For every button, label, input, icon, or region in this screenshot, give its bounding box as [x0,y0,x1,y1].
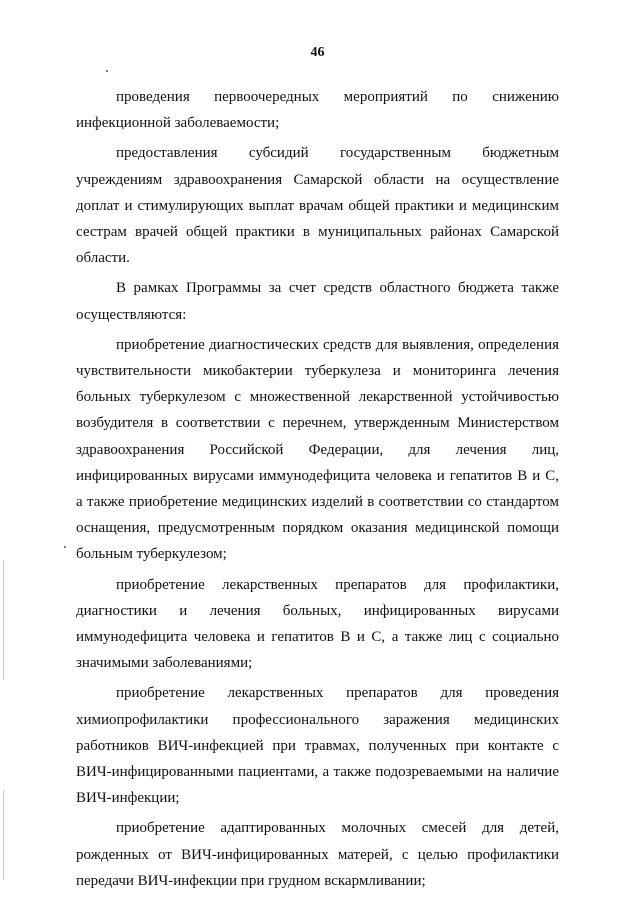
body-text [76,84,559,898]
scan-edge-mark [3,560,4,680]
page-number: 46 [310,45,325,60]
scan-edge-mark [3,790,4,880]
paragraph-6: приобретение лекарственных препаратов для проведения химиопрофилактики профессионального заражения медицинских работников ВИЧ-инфекцией при травмах, полученных при контакте с ВИЧ-инфицированными пациентами, а также подозреваемыми на наличие ВИЧ-инфекции; [76,685,559,807]
paragraph-7: приобретение адаптированных молочных смесей для детей, рожденных от ВИЧ-инфицированных матерей, с целью профилактики передачи ВИЧ-инфекции при грудном вскармливании; [76,820,559,889]
paragraph-3: В рамках Программы за счет средств областного бюджета также осуществляются: [76,280,559,323]
paragraph-2: предоставления субсидий государственным бюджетным учреждениям здравоохранения Самарской области на осуществление доплат и стимулирующих выплат врачам общей практики и медицинским сестрам врачей общей практики в муниципальных районах Самарской области. [76,145,559,267]
scan-speck [64,546,66,548]
paragraph-4: приобретение диагностических средств для выявления, определения чувствительности микобактерии туберкулеза и мониторинга лечения больных туберкулезом с множественной лекарственной устойчивостью возбудителя в соответствии с перечнем, утвержденным Министерством здравоохранения Российской Федерации, для лечения лиц, инфицированных вирусами иммунодефицита человека и гепатитов В и С, а также приобретение медицинских изделий в соответствии со стандартом оснащения, предусмотренным порядком оказания медицинской помощи больным туберкулезом; [76,336,559,563]
paragraph-5: приобретение лекарственных препаратов для профилактики, диагностики и лечения больных, инфицированных вирусами иммунодефицита человека и гепатитов В и С, а также лиц с социально значимыми заболеваниями; [76,576,559,672]
scan-speck [106,70,108,72]
paragraph-1: проведения первоочередных мероприятий по снижению инфекционной заболеваемости; [76,89,559,132]
